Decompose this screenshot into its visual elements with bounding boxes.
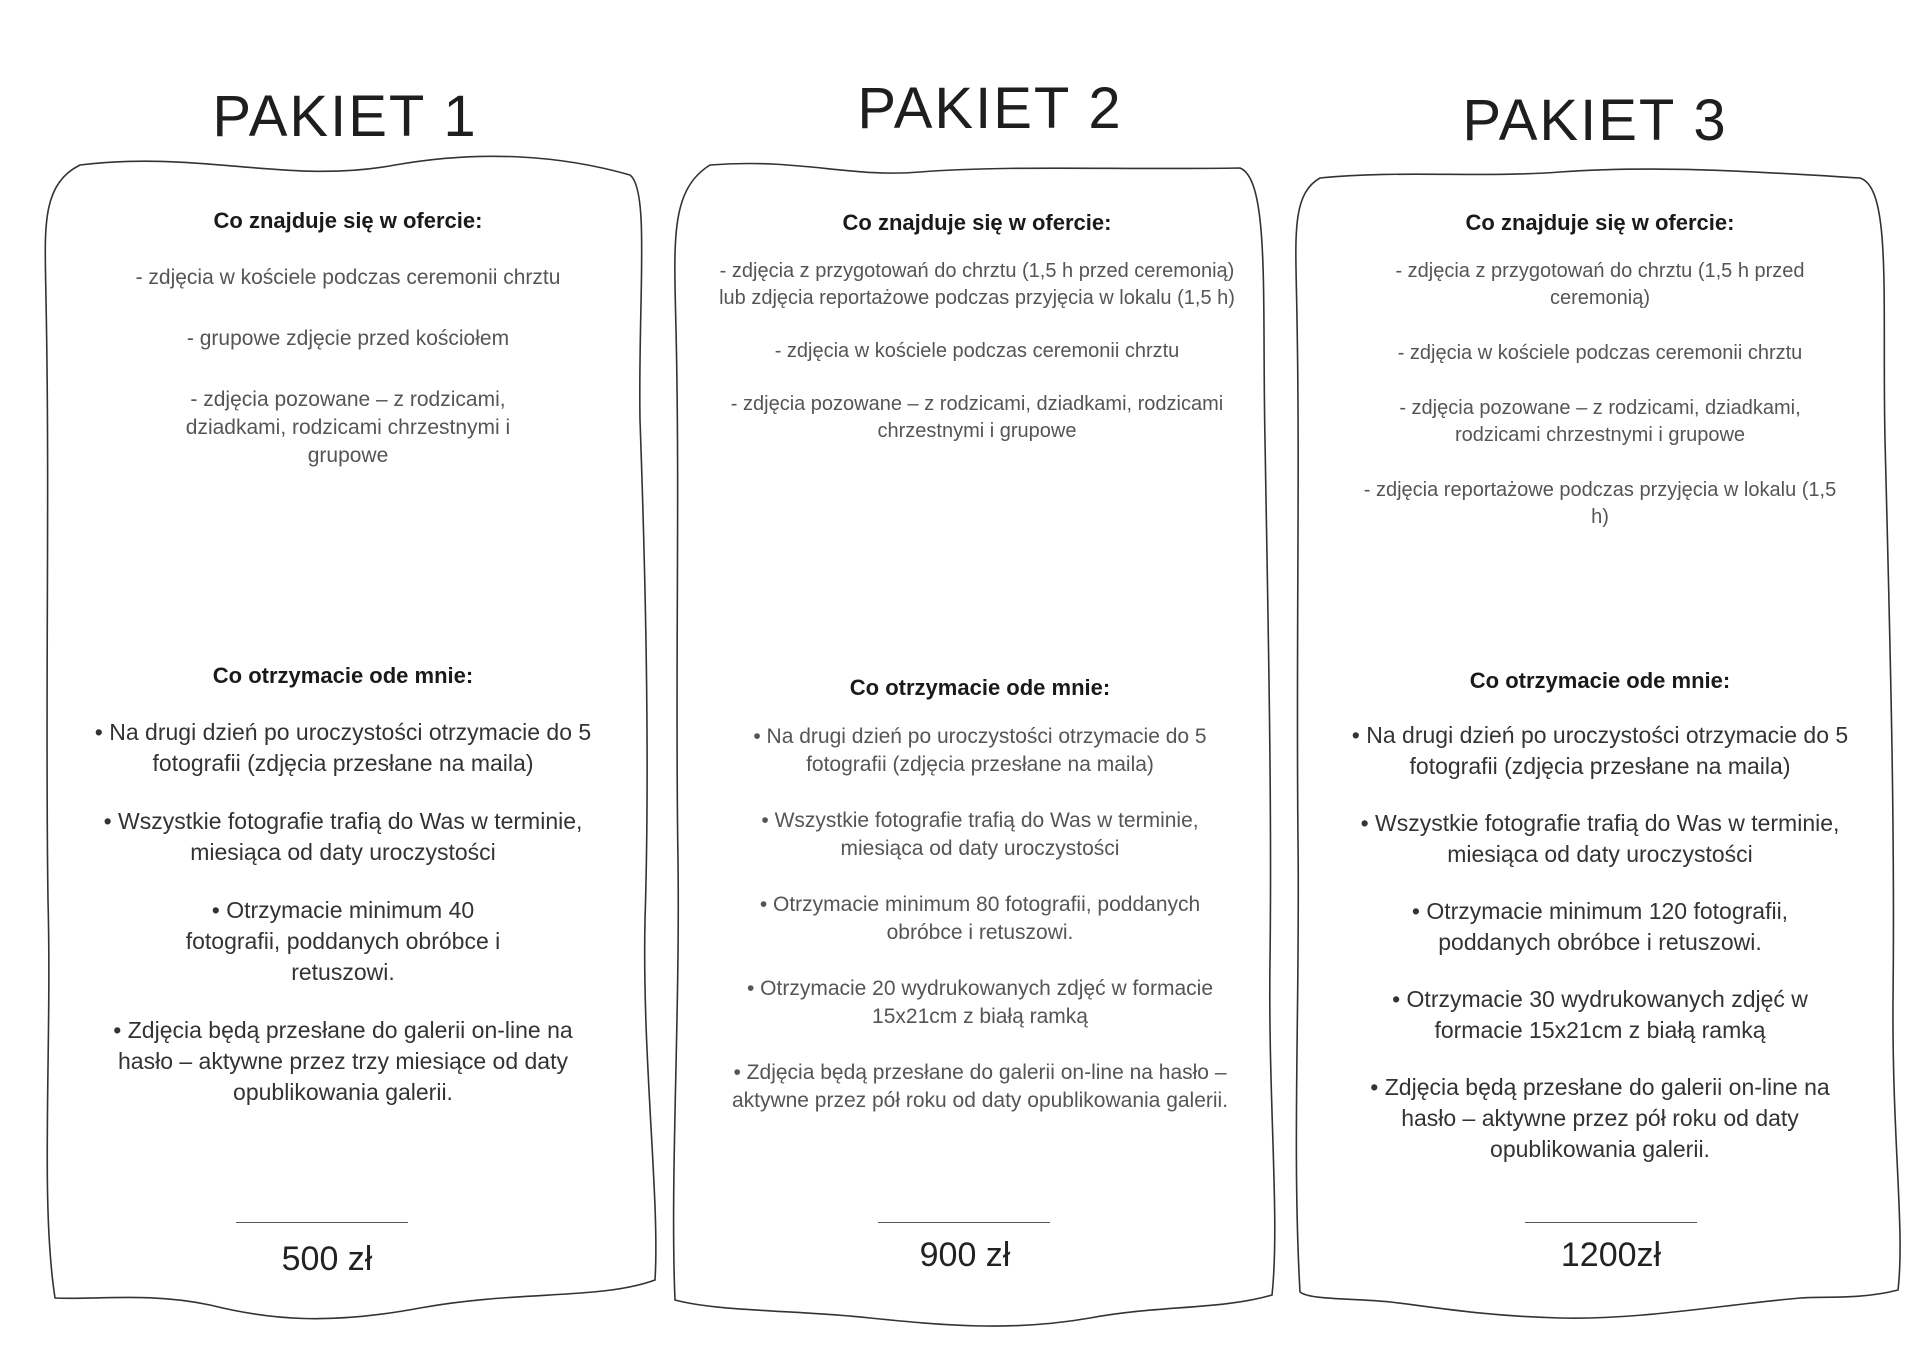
- package-1-offer-heading: Co znajduje się w ofercie:: [213, 208, 483, 233]
- list-item: • Otrzymacie 20 wydrukowanych zdjęć w formacie 15x21cm z białą ramką: [746, 977, 1213, 1028]
- list-item: • Zdjęcia będą przesłane do galerii on-line na hasło – aktywne przez trzy miesiące od daty opublikowania galerii.: [113, 1017, 573, 1105]
- list-item: - zdjęcia w kościele podczas ceremonii chrztu: [1397, 342, 1803, 364]
- package-1-divider: [236, 1222, 408, 1223]
- list-item: • Zdjęcia będą przesłane do galerii on-line na hasło – aktywne przez pół roku od daty opublikowania galerii.: [1370, 1074, 1830, 1162]
- list-item: • Otrzymacie 30 wydrukowanych zdjęć w formacie 15x21cm z białą ramką: [1392, 986, 1808, 1043]
- list-item: - zdjęcia z przygotowań do chrztu (1,5 h przed ceremonią): [1395, 260, 1805, 309]
- list-item: • Zdjęcia będą przesłane do galerii on-line na hasło – aktywne przez pół roku od daty opublikowania galerii.: [731, 1061, 1229, 1112]
- package-3-offer-heading: Co znajduje się w ofercie:: [1465, 210, 1735, 235]
- list-item: • Otrzymacie minimum 40 fotografii, poddanych obróbce i retuszowi.: [185, 897, 501, 985]
- package-1-offer-list: [88, 264, 608, 470]
- package-2-price: 900 zł: [919, 1236, 1011, 1274]
- package-3-divider: [1525, 1222, 1697, 1223]
- package-1-title: PAKIET 1: [212, 84, 478, 149]
- package-2-receive: [710, 675, 1250, 1115]
- package-2-receive-heading: Co otrzymacie ode mnie:: [849, 675, 1111, 700]
- list-item: - zdjęcia pozowane – z rodzicami, dziadkami, rodzicami chrzestnymi i grupowe: [730, 393, 1224, 442]
- list-item: • Wszystkie fotografie trafią do Was w terminie, miesiąca od daty uroczystości: [761, 809, 1199, 860]
- list-item: - zdjęcia pozowane – z rodzicami, dziadkami, rodzicami chrzestnymi i grupowe: [185, 388, 511, 467]
- list-item: • Wszystkie fotografie trafią do Was w terminie, miesiąca od daty uroczystości: [103, 808, 583, 865]
- list-item: • Na drugi dzień po uroczystości otrzymacie do 5 fotografii (zdjęcia przesłane na maila): [753, 725, 1207, 776]
- package-2-divider: [878, 1222, 1050, 1223]
- list-item: - zdjęcia reportażowe podczas przyjęcia w lokalu (1,5 h): [1363, 479, 1837, 528]
- package-2-title: PAKIET 2: [857, 76, 1123, 141]
- package-3-price: 1200zł: [1560, 1236, 1662, 1274]
- package-2-offer: [702, 210, 1252, 445]
- package-3-title: PAKIET 3: [1462, 88, 1728, 153]
- list-item: - zdjęcia w kościele podczas ceremonii chrztu: [135, 266, 561, 289]
- list-item: - zdjęcia z przygotowań do chrztu (1,5 h przed ceremonią) lub zdjęcia reportażowe podczas przyjęcia w lokalu (1,5 h): [719, 260, 1235, 309]
- list-item: • Otrzymacie minimum 120 fotografii, poddanych obróbce i retuszowi.: [1411, 898, 1789, 955]
- list-item: - zdjęcia w kościele podczas ceremonii chrztu: [774, 340, 1180, 362]
- package-1-receive-heading: Co otrzymacie ode mnie:: [212, 663, 474, 688]
- list-item: • Na drugi dzień po uroczystości otrzymacie do 5 fotografii (zdjęcia przesłane na maila): [94, 719, 592, 776]
- package-1-receive-list: [78, 717, 608, 1108]
- package-2-offer-list: [702, 258, 1252, 445]
- list-item: - grupowe zdjęcie przed kościołem: [186, 327, 510, 350]
- list-item: • Wszystkie fotografie trafią do Was w terminie, miesiąca od daty uroczystości: [1360, 810, 1840, 867]
- list-item: • Na drugi dzień po uroczystości otrzymacie do 5 fotografii (zdjęcia przesłane na maila): [1351, 722, 1849, 779]
- package-3-offer-list: [1340, 258, 1860, 531]
- package-1-price: 500 zł: [281, 1240, 373, 1278]
- package-3-receive-list: [1335, 720, 1865, 1165]
- package-2-receive-list: [710, 723, 1250, 1115]
- list-item: - zdjęcia pozowane – z rodzicami, dziadkami, rodzicami chrzestnymi i grupowe: [1399, 397, 1801, 446]
- package-1-receive: [78, 663, 608, 1108]
- package-2-offer-heading: Co znajduje się w ofercie:: [842, 210, 1112, 235]
- package-3-receive: [1335, 668, 1865, 1165]
- package-3-receive-heading: Co otrzymacie ode mnie:: [1469, 668, 1731, 693]
- package-1-offer: [88, 208, 608, 470]
- package-3-offer: [1340, 210, 1860, 531]
- list-item: • Otrzymacie minimum 80 fotografii, poddanych obróbce i retuszowi.: [759, 893, 1201, 944]
